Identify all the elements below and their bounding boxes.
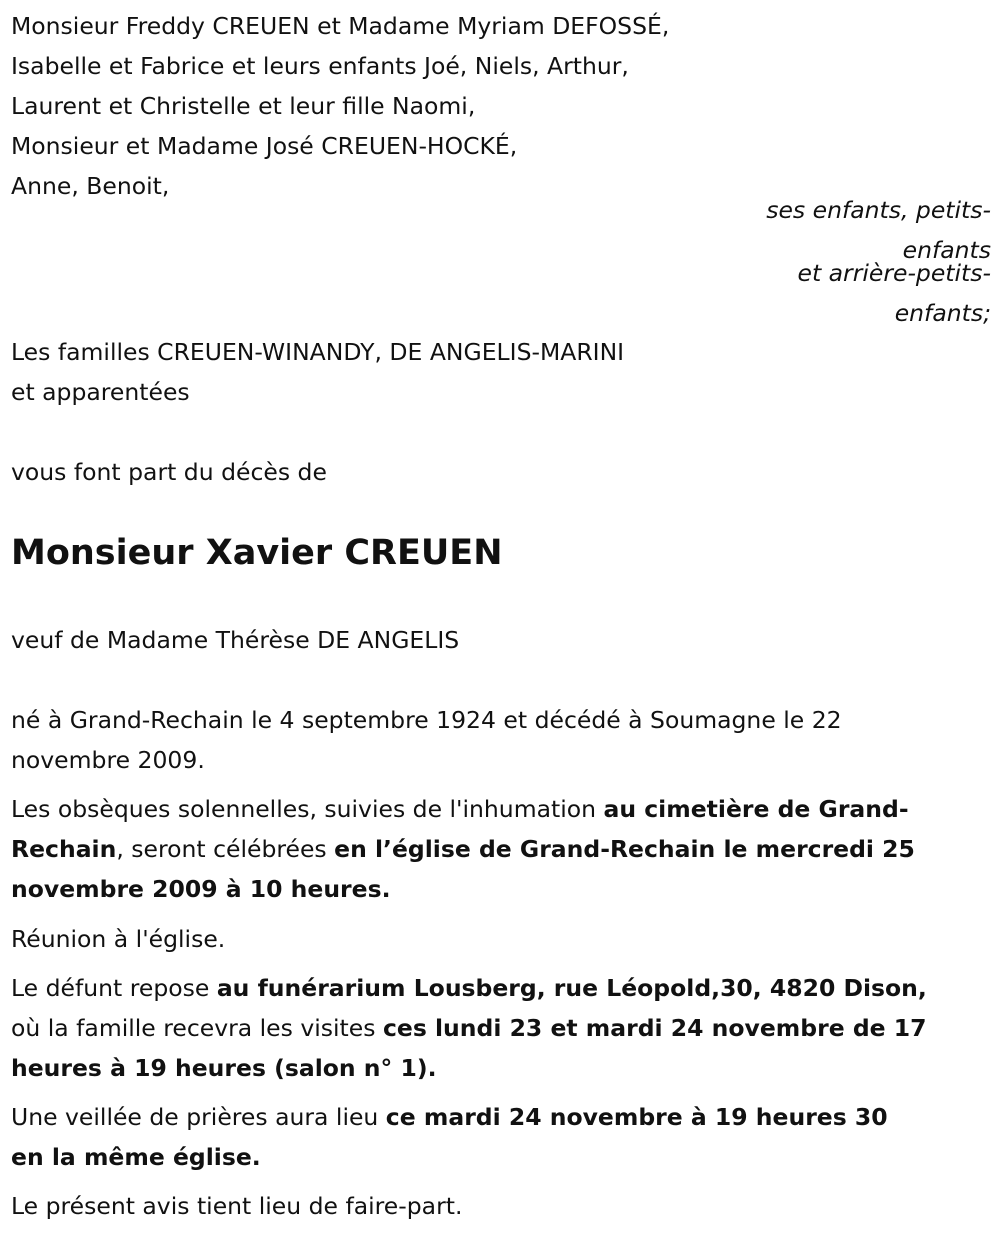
meeting-text: Réunion à l'église. <box>11 925 226 953</box>
vigil-text: Une veillée de prières aura lieu <box>11 1103 386 1131</box>
families-line: Les familles CREUEN-WINANDY, DE ANGELIS-MARINI <box>11 338 625 366</box>
relation-line: et arrière-petits- <box>797 259 991 287</box>
relation-line: enfants <box>902 236 991 264</box>
funeral-line <box>11 829 915 869</box>
funeral-line <box>11 789 909 829</box>
funeral-text: , seront célébrées <box>116 835 335 863</box>
closing-text: Le présent avis tient lieu de faire-part. <box>11 1192 463 1220</box>
rest-text: où la famille recevra les visites <box>11 1014 383 1042</box>
vigil-emphasis: ce mardi 24 novembre à 19 heures 30 <box>385 1103 888 1131</box>
family-line: Laurent et Christelle et leur fille Naomi, <box>11 92 476 120</box>
rest-emphasis: ces lundi 23 et mardi 24 novembre de 17 <box>382 1014 927 1042</box>
rest-text: Le défunt repose <box>11 974 217 1002</box>
funeral-emphasis: novembre 2009 à 10 heures. <box>11 875 391 903</box>
birth-death-line: novembre 2009. <box>11 746 205 774</box>
family-line: Isabelle et Fabrice et leurs enfants Joé, Niels, Arthur, <box>11 52 629 80</box>
vigil-line <box>11 1097 888 1137</box>
relation-line: ses enfants, petits- <box>766 196 991 224</box>
funeral-emphasis: Rechain <box>11 835 117 863</box>
widower-text: veuf de Madame Thérèse DE ANGELIS <box>11 626 460 654</box>
family-line: Monsieur et Madame José CREUEN-HOCKÉ, <box>11 132 518 160</box>
funeral-line <box>11 869 391 909</box>
funeral-emphasis: au cimetière de Grand- <box>603 795 909 823</box>
vigil-line <box>11 1137 261 1177</box>
rest-line <box>11 1008 926 1048</box>
funeral-emphasis: en l’église de Grand-Rechain le mercredi 25 <box>334 835 915 863</box>
birth-death-line: né à Grand-Rechain le 4 septembre 1924 et décédé à Soumagne le 22 <box>11 706 842 734</box>
rest-emphasis: heures à 19 heures (salon n° 1). <box>11 1054 437 1082</box>
rest-emphasis: au funérarium Lousberg, rue Léopold,30, 4820 Dison, <box>216 974 927 1002</box>
vigil-emphasis: en la même église. <box>11 1143 261 1171</box>
rest-line <box>11 968 927 1008</box>
family-line: Anne, Benoit, <box>11 172 170 200</box>
rest-line <box>11 1048 437 1088</box>
relation-line: enfants; <box>894 299 991 327</box>
family-line: Monsieur Freddy CREUEN et Madame Myriam DEFOSSÉ, <box>11 12 670 40</box>
deceased-name: Monsieur Xavier CREUEN <box>11 533 503 573</box>
funeral-text: Les obsèques solennelles, suivies de l'inhumation <box>11 795 604 823</box>
announcement-text: vous font part du décès de <box>11 458 327 486</box>
families-line: et apparentées <box>11 378 190 406</box>
